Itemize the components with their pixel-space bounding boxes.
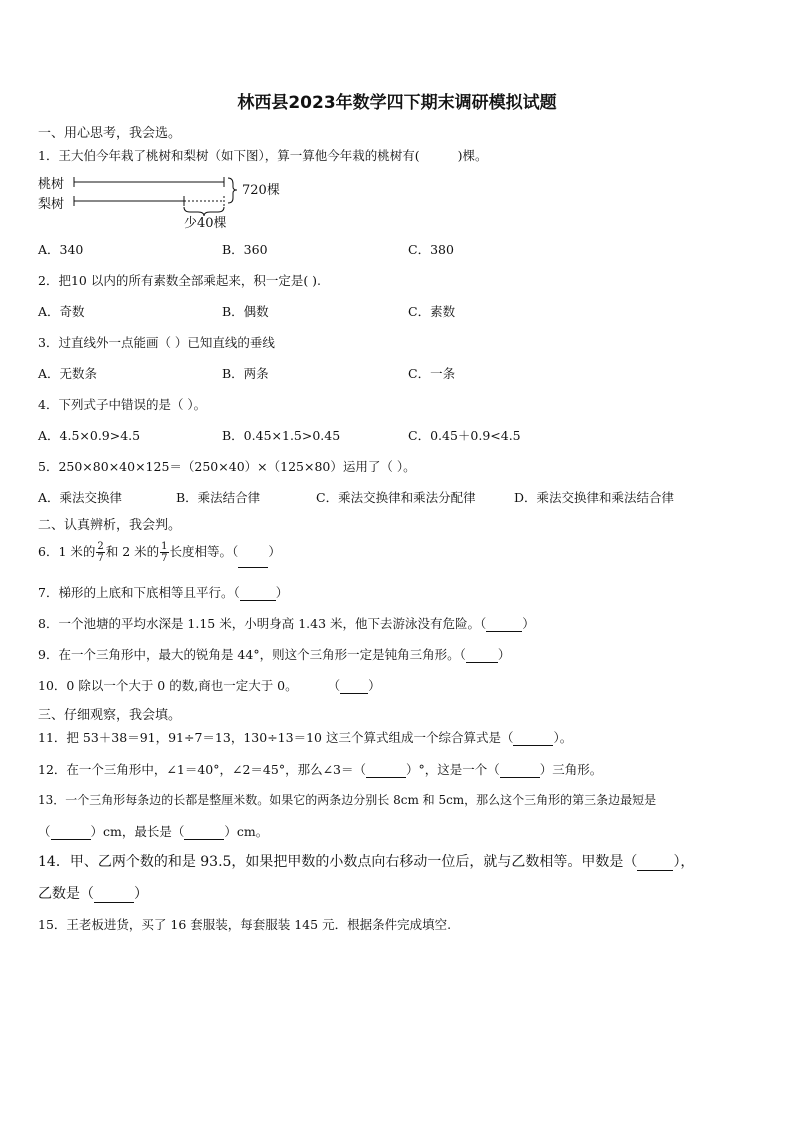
question-14-text-c: 乙数是（ bbox=[38, 886, 94, 902]
question-6-text-c: 长度相等。（ bbox=[169, 544, 239, 559]
question-15: 15．王老板进货，买了 16 套服装，每套服装 145 元．根据条件完成填空. bbox=[38, 917, 452, 932]
question-2-option-c[interactable]: C．素数 bbox=[408, 304, 456, 319]
question-10 bbox=[38, 676, 381, 694]
answer-blank[interactable] bbox=[240, 585, 276, 601]
question-2: 2．把10 以内的所有素数全部乘起来，积一定是( ). bbox=[38, 273, 322, 288]
question-12-text-a: 12．在一个三角形中，∠1＝40°，∠2＝45°，那么∠3＝（ bbox=[38, 762, 366, 777]
answer-blank-max[interactable] bbox=[184, 824, 224, 840]
question-6 bbox=[38, 537, 281, 568]
fraction-1-7 bbox=[160, 541, 168, 564]
less-label: 少40棵 bbox=[184, 216, 227, 231]
fraction-denominator: 7 bbox=[161, 553, 168, 564]
section-heading-1: 一、用心思考，我会选。 bbox=[38, 126, 182, 141]
question-9-text: 9．在一个三角形中，最大的锐角是 44°，则这个三角形一定是钝角三角形。（ bbox=[38, 647, 466, 662]
question-3-option-a[interactable]: A．无数条 bbox=[38, 366, 98, 381]
question-8-text: 8．一个池塘的平均水深是 1.15 米，小明身高 1.43 米，他下去游泳没有危险。（ bbox=[38, 616, 487, 631]
question-9-close: ） bbox=[497, 647, 511, 662]
question-12-text-c: ）三角形。 bbox=[539, 762, 603, 777]
question-5-option-c[interactable]: C．乘法交换律和乘法分配律 bbox=[316, 490, 476, 505]
question-1 bbox=[38, 146, 487, 164]
section-heading-2: 二、认真辨析，我会判。 bbox=[38, 518, 182, 533]
segment-diagram bbox=[38, 172, 298, 232]
question-4-option-c[interactable]: C．0.45＋0.9<4.5 bbox=[408, 428, 521, 443]
question-13-open: （ bbox=[38, 824, 51, 839]
answer-blank[interactable] bbox=[513, 730, 553, 746]
question-4-option-a[interactable]: A．4.5×0.9>4.5 bbox=[38, 428, 141, 443]
question-14-line-1 bbox=[38, 851, 694, 871]
answer-blank-type[interactable] bbox=[500, 762, 540, 778]
question-10-text: 10．0 除以一个大于 0 的数,商也一定大于 0。 bbox=[38, 678, 298, 693]
question-14-text-a: 14．甲、乙两个数的和是 93.5，如果把甲数的小数点向右移动一位后，就与乙数相等。甲数是（ bbox=[38, 854, 638, 870]
question-13-line-2 bbox=[38, 822, 268, 840]
answer-blank-a[interactable] bbox=[637, 854, 673, 871]
answer-blank[interactable] bbox=[466, 647, 498, 663]
question-7 bbox=[38, 583, 288, 601]
fraction-2-7 bbox=[96, 541, 104, 564]
question-5-option-b[interactable]: B．乘法结合律 bbox=[176, 490, 261, 505]
question-7-text: 7．梯形的上底和下底相等且平行。（ bbox=[38, 585, 240, 600]
question-8-close: ） bbox=[522, 616, 535, 631]
question-1-text-b: )棵。 bbox=[457, 148, 488, 163]
question-3-option-c[interactable]: C．一条 bbox=[408, 366, 456, 381]
pear-label: 梨树 bbox=[38, 197, 65, 212]
question-13-close: ）cm。 bbox=[224, 824, 269, 839]
question-1-option-b[interactable]: B．360 bbox=[222, 242, 268, 257]
question-4: 4．下列式子中错误的是（ ）。 bbox=[38, 397, 207, 412]
page-title: 林西县2023年数学四下期末调研模拟试题 bbox=[237, 93, 557, 113]
answer-blank-angle[interactable] bbox=[366, 762, 406, 778]
question-6-text-b: 和 2 米的 bbox=[105, 544, 160, 559]
question-5: 5．250×80×40×125＝（250×40）×（125×80）运用了（ ）。 bbox=[38, 459, 416, 474]
answer-blank[interactable] bbox=[238, 537, 268, 568]
question-11-close: ）。 bbox=[553, 730, 573, 745]
question-6-text-a: 6．1 米的 bbox=[38, 544, 96, 559]
question-14-line-2 bbox=[38, 883, 148, 903]
question-12-text-b: ）°，这是一个（ bbox=[406, 762, 500, 777]
total-label: 720棵 bbox=[242, 183, 280, 198]
question-1-option-c[interactable]: C．380 bbox=[408, 242, 454, 257]
peach-label: 桃树 bbox=[38, 177, 65, 192]
question-1-option-a[interactable]: A．340 bbox=[38, 242, 84, 257]
answer-blank[interactable] bbox=[486, 616, 522, 632]
question-4-option-b[interactable]: B．0.45×1.5>0.45 bbox=[222, 428, 341, 443]
question-6-text-d: ） bbox=[268, 544, 281, 559]
question-12 bbox=[38, 760, 602, 778]
question-10-open: （ bbox=[327, 678, 341, 693]
question-2-option-b[interactable]: B．偶数 bbox=[222, 304, 269, 319]
question-11 bbox=[38, 728, 572, 746]
question-3-option-b[interactable]: B．两条 bbox=[222, 366, 269, 381]
question-14-text-b: ）， bbox=[673, 854, 695, 870]
question-14-text-d: ） bbox=[134, 886, 148, 902]
answer-blank-min[interactable] bbox=[51, 824, 91, 840]
question-13-line-1: 13．一个三角形每条边的长都是整厘米数。如果它的两条边分别长 8cm 和 5cm，那么这个三角形的第三条边最短是 bbox=[38, 793, 657, 807]
question-8 bbox=[38, 614, 535, 632]
question-3: 3．过直线外一点能画（ ）已知直线的垂线 bbox=[38, 335, 275, 350]
fraction-denominator: 7 bbox=[97, 553, 104, 564]
fraction-numerator: 1 bbox=[161, 541, 168, 552]
question-2-option-a[interactable]: A．奇数 bbox=[38, 304, 85, 319]
question-13-text: ）cm，最长是（ bbox=[90, 824, 185, 839]
answer-blank-b[interactable] bbox=[94, 886, 134, 903]
section-heading-3: 三、仔细观察，我会填。 bbox=[38, 708, 182, 723]
question-10-close: ） bbox=[368, 678, 381, 693]
question-9 bbox=[38, 645, 510, 663]
question-5-option-d[interactable]: D．乘法交换律和乘法结合律 bbox=[514, 490, 675, 505]
question-7-close: ） bbox=[275, 585, 289, 600]
question-1-text-a: 1．王大伯今年栽了桃树和梨树（如下图），算一算他今年栽的桃树有( bbox=[38, 148, 420, 163]
fraction-numerator: 2 bbox=[97, 541, 104, 552]
answer-blank[interactable] bbox=[340, 678, 368, 694]
question-11-text: 11．把 53＋38＝91，91÷7＝13，130÷13＝10 这三个算式组成一个综合算式是（ bbox=[38, 730, 514, 745]
question-5-option-a[interactable]: A．乘法交换律 bbox=[38, 490, 123, 505]
